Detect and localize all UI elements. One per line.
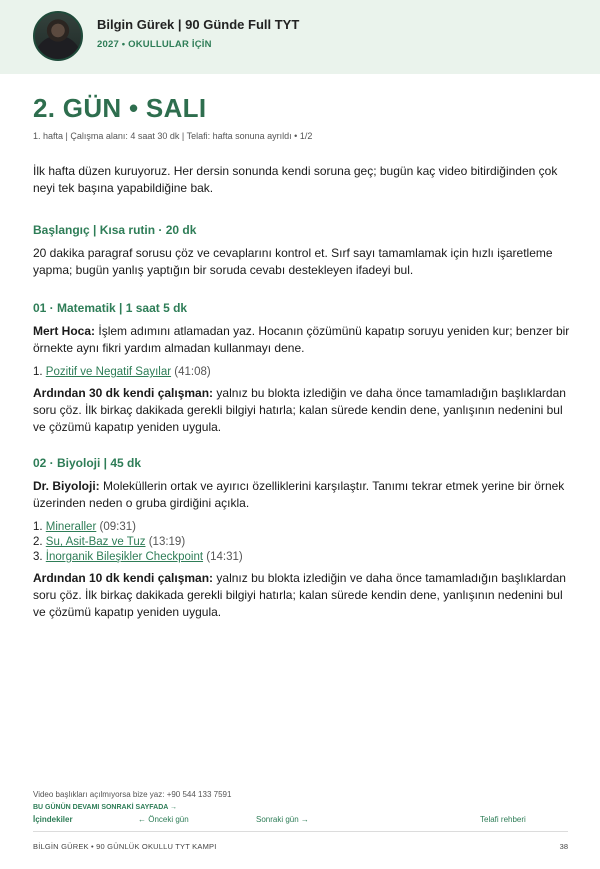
- page-number: 38: [559, 842, 568, 851]
- header-title: Bilgin Gürek | 90 Günde Full TYT: [97, 17, 300, 32]
- lesson-duration: (14:31): [206, 551, 243, 563]
- lesson-list-biology: [33, 520, 573, 565]
- day-intro: İlk hafta düzen kuruyoruz. Her dersin sonunda kendi soruna geç; bugün kaç video bitirdiğinden çok neyi tek başına yapabildiğine bak.: [33, 164, 558, 195]
- lesson-list-math: [33, 365, 573, 380]
- teacher-note-text: Moleküllerin ortak ve ayırıcı özelliklerini karşılaştır. Tanımı tekrar etmek yerine bir örnek üzerinden neden o gruba girdiğini açıkla.: [33, 479, 565, 510]
- header-subtitle: 2027 • OKULLULAR İÇİN: [97, 39, 212, 50]
- day-title: 2. GÜN • SALI: [33, 93, 207, 123]
- lesson-number: 1.: [33, 521, 43, 533]
- main-content: [33, 94, 573, 621]
- start-text: 20 dakika paragraf sorusu çöz ve cevaplarını kontrol et. Sırf sayı tamamlamak için hızlı işaretleme yapma; bugün yanlış yaptığın bir soruda cevabı destekleyen ifadeyi bul.: [33, 246, 553, 277]
- lesson-link[interactable]: Pozitif ve Negatif Sayılar: [45, 366, 172, 378]
- lesson-number: 2.: [33, 536, 43, 548]
- nav-prev-day-link[interactable]: ← Önceki gün: [138, 815, 189, 824]
- footer-brand: BİLGİN GÜREK • 90 GÜNLÜK OKULLU TYT KAMPI: [33, 842, 217, 851]
- self-study-label: Ardından 10 dk kendi çalışman:: [33, 571, 214, 585]
- block-heading-math: 01 · Matematik | 1 saat 5 dk: [33, 301, 188, 315]
- teacher-name: Mert Hoca:: [33, 324, 96, 338]
- self-study-label: Ardından 30 dk kendi çalışman:: [33, 386, 214, 400]
- footer-navigation: [33, 815, 573, 827]
- nav-recovery-guide-link[interactable]: Telafi rehberi: [480, 815, 526, 824]
- avatar: [33, 11, 83, 61]
- lesson-item: [33, 550, 573, 565]
- self-study-text: yalnız bu blokta izlediğin ve daha önce tamamladığın başlıklardan soru çöz. İlk birkaç dakikada gerekli bilgiyi hatırla; kalan sürede kendin dene, yanlışının nedenini bul ve çözümü kapatıp yeniden uygula.: [33, 386, 566, 434]
- lesson-number: 3.: [33, 551, 43, 563]
- self-study-math: [33, 385, 573, 436]
- lesson-item: [33, 365, 573, 380]
- lesson-link[interactable]: Su, Asit-Baz ve Tuz: [45, 536, 146, 548]
- teacher-name: Dr. Biyoloji:: [33, 479, 100, 493]
- lesson-item: [33, 535, 573, 550]
- continue-next-page-link[interactable]: BU GÜNÜN DEVAMI SONRAKİ SAYFADA →: [33, 804, 178, 811]
- teacher-note-math: [33, 323, 573, 357]
- nav-next-day-link[interactable]: Sonraki gün →: [256, 815, 309, 824]
- day-meta: 1. hafta | Çalışma alanı: 4 saat 30 dk | Telafi: hafta sonuna ayrıldı • 1/2: [33, 131, 313, 141]
- teacher-note-biology: [33, 478, 573, 512]
- teacher-note-text: İşlem adımını atlamadan yaz. Hocanın çözümünü kapatıp soruyu yeniden kur; benzer bir örnekte aynı fikri yardım almadan kullanmayı dene.: [33, 324, 570, 355]
- footer-contact-note: Video başlıkları açılmıyorsa bize yaz: +90 544 133 7591: [33, 790, 232, 799]
- lesson-duration: (13:19): [148, 536, 186, 548]
- start-heading: Başlangıç | Kısa rutin · 20 dk: [33, 223, 197, 237]
- lesson-number: 1.: [33, 366, 43, 378]
- nav-contents-link[interactable]: İçindekiler: [33, 815, 73, 824]
- lesson-item: [33, 520, 573, 535]
- lesson-link[interactable]: İnorganik Bileşikler Checkpoint: [45, 551, 204, 563]
- self-study-text: yalnız bu blokta izlediğin ve daha önce tamamladığın başlıklardan soru çöz. İlk birkaç dakikada gerekli bilgiyi hatırla; kalan sürede kendin dene, yanlışının nedenini bul ve çözümü kapatıp yeniden uygula.: [33, 571, 566, 619]
- footer-divider: [33, 831, 568, 832]
- page-header: [0, 0, 600, 74]
- lesson-duration: (41:08): [174, 366, 211, 378]
- lesson-link[interactable]: Mineraller: [45, 521, 97, 533]
- self-study-biology: [33, 570, 573, 621]
- block-heading-biology: 02 · Biyoloji | 45 dk: [33, 456, 142, 470]
- lesson-duration: (09:31): [99, 521, 136, 533]
